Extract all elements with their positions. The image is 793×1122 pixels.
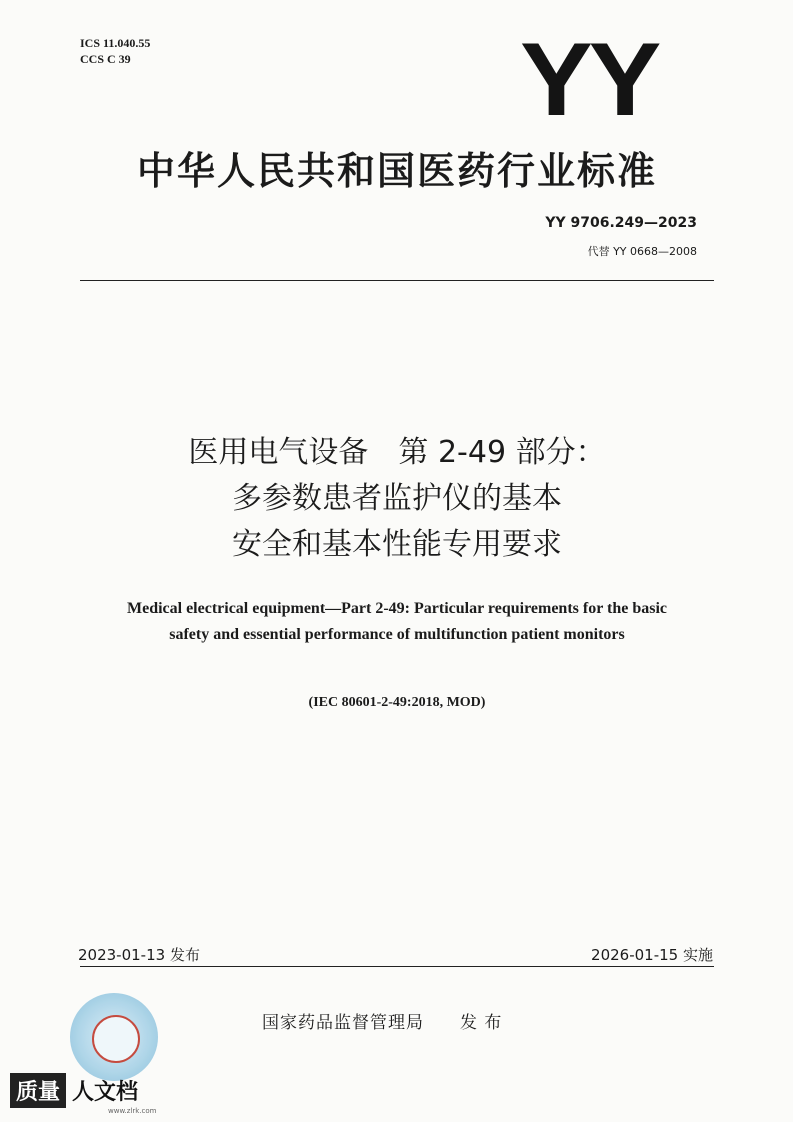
ccs-code: CCS C 39 — [80, 52, 131, 66]
watermark-box: 质量 — [10, 1073, 66, 1108]
watermark-text: 人文档 — [72, 1079, 139, 1105]
issuing-authority: 国家药品监督管理局 发 布 — [262, 1013, 503, 1033]
header-divider — [80, 280, 714, 281]
issue-date: 2023-01-13 发布 — [78, 946, 200, 964]
yy-logo: YY — [520, 22, 658, 138]
title-cn-line3: 安全和基本性能专用要求 — [232, 527, 562, 562]
implementation-date: 2026-01-15 实施 — [591, 946, 713, 964]
title-cn-line2: 多参数患者监护仪的基本 — [232, 481, 562, 516]
organization-title: 中华人民共和国医药行业标准 — [136, 149, 657, 193]
seal-emblem-icon — [92, 1015, 140, 1063]
classification-codes — [80, 35, 150, 67]
footer-divider — [80, 966, 714, 967]
ics-code: ICS 11.040.55 — [80, 36, 151, 50]
certification-seal — [70, 993, 158, 1081]
watermark — [10, 1070, 138, 1110]
iec-reference: (IEC 80601-2-49:2018, MOD) — [308, 695, 486, 710]
title-cn-line1: 医用电气设备 第 2-49 部分： — [188, 435, 606, 470]
title-en-line1: Medical electrical equipment—Part 2-49: Particular requirements for the basic — [126, 600, 668, 617]
replaces-note: 代替 YY 0668—2008 — [587, 245, 697, 258]
watermark-url: www.zlrk.com — [108, 1107, 157, 1115]
title-en-line2: safety and essential performance of multifunction patient monitors — [169, 626, 625, 643]
standard-number: YY 9706.249—2023 — [545, 215, 697, 231]
